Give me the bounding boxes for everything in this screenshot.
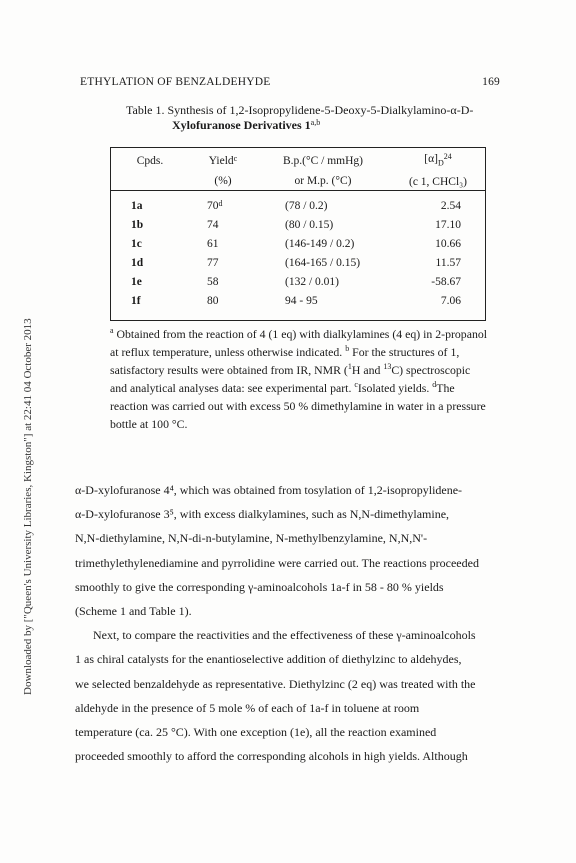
running-header	[80, 76, 500, 90]
page-number: 169	[482, 76, 500, 88]
body-line: trimethylethylenediamine and pyrrolidine were carried out. The reactions proceeded	[75, 555, 479, 570]
download-note-text: Downloaded by ["Queen's University Libraries, Kingston"] at 22:41 04 October 2013	[22, 318, 34, 695]
body-text	[75, 478, 499, 768]
download-watermark	[12, 150, 32, 695]
header-cpds: Cpds.	[136, 155, 164, 167]
table-row: 1d 77 (164-165 / 0.15) 11.57	[131, 257, 461, 269]
body-line: aldehyde in the presence of 5 mole % of each of 1a-f in toluene at room	[75, 700, 420, 715]
header-yield: Yield$^c$ (%)	[208, 154, 238, 187]
table-row: 1b 74 (80 / 0.15) 17.10	[131, 219, 461, 231]
body-line: α-D-xylofuranose 4⁴, which was obtained from tosylation of 1,2-isopropylidene-	[75, 483, 463, 497]
body-line: temperature (ca. 25 °C). With one exception (1e), all the reaction examined	[75, 725, 437, 740]
body-line: smoothly to give the corresponding γ-aminoalcohols 1a-f in 58 - 80 % yields	[75, 579, 444, 594]
table-footnotes	[110, 325, 490, 433]
body-line: (Scheme 1 and Table 1).	[75, 604, 192, 619]
body-line: proceeded smoothly to afford the corresponding alcohols in high yields. Although	[75, 749, 468, 764]
caption-line-2: Xylofuranose Derivatives 1$^{a,b}$	[172, 118, 321, 132]
table-row: 1c 61 (146-149 / 0.2) 10.66	[131, 238, 461, 250]
table-row: 1a 70$^d$ (78 / 0.2) 2.54	[131, 199, 461, 212]
body-line: N,N-diethylamine, N,N-di-n-butylamine, N-methylbenzylamine, N,N,N'-	[75, 531, 428, 546]
data-table	[110, 147, 486, 321]
table-header	[111, 148, 485, 191]
header-rotation: $[\alpha]_D^{24}$ (c 1, CHCl₃)	[409, 152, 467, 189]
table-caption	[126, 103, 496, 133]
table-row: 1e 58 (132 / 0.01) -58.67	[131, 276, 461, 288]
body-line: 1 as chiral catalysts for the enantioselective addition of diethylzinc to aldehydes,	[75, 652, 462, 667]
caption-line-1: Table 1. Synthesis of 1,2-Isopropylidene-5-Deoxy-5-Dialkylamino-α-D-	[126, 103, 474, 117]
body-line: Next, to compare the reactivities and the effectiveness of these γ-aminoalcohols	[93, 628, 476, 643]
body-line: α-D-xylofuranose 3⁵, with excess dialkylamines, such as N,N-dimethylamine,	[75, 507, 450, 522]
table-row: 1f 80 94 - 95 7.06	[131, 295, 461, 307]
running-title: ETHYLATION OF BENZALDEHYDE	[80, 76, 271, 88]
footnote-text: $^a$ Obtained from the reaction of 4 (1 eq) with dialkylamines (4 eq) in 2-propanol at reflux temperature, unless otherwise indicated. $^b$ For the structures of 1, satisfactory results were obtained from IR, NMR ($^1$H and $^{13}$C) spectroscopic and analytical analyses data: see experimental part. $^c$Isolated yields. $^d$The reaction was carried out with excess 50 % dimethylamine in water in a pressure bottle at 100 °C.	[110, 326, 488, 431]
header-bp: B.p.(°C / mmHg) or M.p. (°C)	[283, 155, 363, 187]
body-line: we selected benzaldehyde as representative. Diethylzinc (2 eq) was treated with the	[75, 676, 476, 691]
